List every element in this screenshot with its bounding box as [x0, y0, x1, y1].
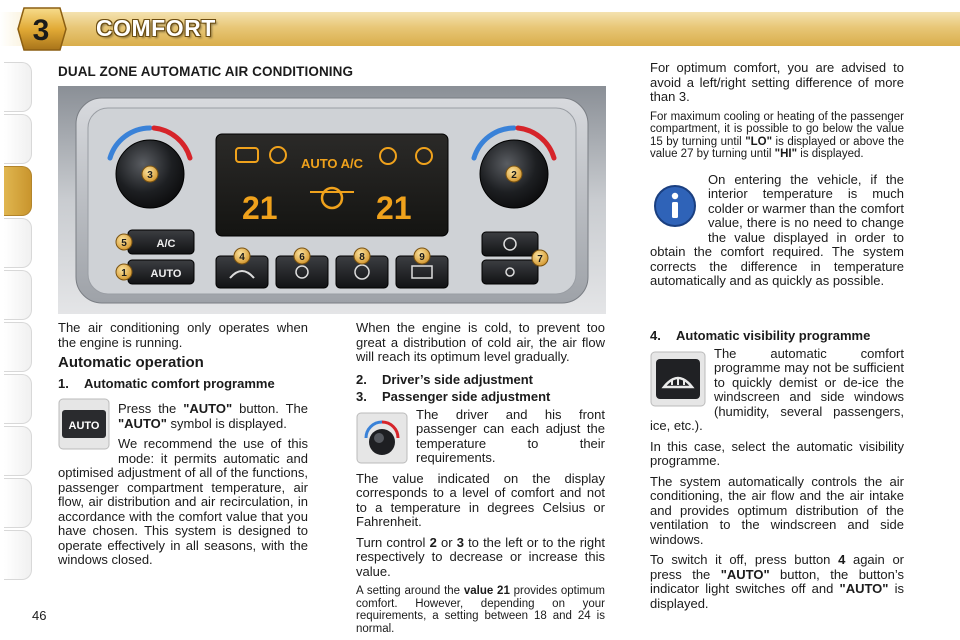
recommend-text: We recommend the use of this mode: it permits automatic and optimised adjustment of all of the functions, passenger compartment temperature, air flow, air distribution and air recirculation, in accordance with the comfort value that you have chosen. This system is designed to operate effectively in all seasons, with the windows closed.	[58, 436, 308, 567]
intro-text: The air conditioning only operates when the engine is running.	[58, 320, 308, 350]
entering-vehicle-text: On entering the vehicle, if the interior temperature is much colder or warmer than the comfort value, there is no need to change the value displayed in order to obtain the comfort required. The system corrects the difference in temperature automatically and as quickly as possible.	[650, 171, 904, 288]
item-3-number: 3.	[356, 389, 367, 404]
display-auto-ac: AUTO A/C	[300, 156, 364, 171]
ac-button-label: A/C	[156, 238, 176, 250]
side-tab[interactable]	[4, 478, 32, 528]
side-tab[interactable]	[4, 426, 32, 476]
side-tab[interactable]	[4, 374, 32, 424]
column-left	[58, 321, 308, 574]
column-middle	[356, 321, 605, 640]
side-tab[interactable]	[4, 62, 32, 112]
control-panel-illustration	[58, 86, 606, 314]
callout-5-label: 5	[121, 238, 127, 249]
switch-off-text: To switch it off, press button 4 again or press the "AUTO" button, the button’s indicator light switches off and "AUTO" is displayed.	[650, 552, 904, 611]
automatic-operation-heading: Automatic operation	[58, 354, 204, 371]
value-text: The value indicated on the display corresponds to a level of comfort and not to a temperature in degrees Celsius or Fahrenheit.	[356, 470, 605, 529]
auto-button-icon	[58, 398, 110, 450]
callout-4-label: 4	[239, 252, 245, 263]
callout-9-label: 9	[419, 252, 425, 263]
visibility-text: The automatic comfort programme may not be sufficient to quickly demist or de-ice the windscreen and side windows (humidity, several passengers, ice, etc.).	[650, 345, 904, 433]
column-right-bottom	[650, 329, 904, 617]
display-right-temp: 21	[376, 190, 412, 226]
temperature-knob-icon	[356, 412, 408, 464]
callout-8-label: 8	[359, 252, 365, 263]
item-4-number: 4.	[650, 328, 661, 343]
side-tab[interactable]	[4, 530, 32, 580]
cold-engine-text: When the engine is cold, to prevent too great a distribution of cold air, the air flow will reach its optimum level gradually.	[356, 320, 605, 364]
info-icon	[650, 181, 700, 231]
item-2-number: 2.	[356, 371, 367, 387]
page-number: 46	[32, 608, 47, 623]
column-right-top	[650, 61, 904, 295]
chapter-side-tabs	[0, 58, 36, 588]
item-4-heading	[650, 329, 904, 344]
chapter-title: COMFORT	[96, 15, 216, 41]
setting-text: A setting around the value 21 provides optimum comfort. However, depending on your requirements, a setting between 18 and 24 is normal.	[356, 585, 605, 635]
side-tab[interactable]	[4, 218, 32, 268]
auto-icon-label: AUTO	[68, 420, 100, 432]
side-tab-active[interactable]	[4, 166, 32, 216]
item-3-title: Passenger side adjustment	[382, 389, 551, 404]
auto-button-label: AUTO	[150, 268, 182, 280]
callout-7-label: 7	[537, 254, 543, 265]
item-4-title: Automatic visibility programme	[676, 328, 871, 343]
item-3-heading	[356, 390, 605, 405]
visibility-programme-icon	[650, 351, 706, 407]
callout-6-label: 6	[299, 252, 305, 263]
item-1-number: 1.	[58, 375, 69, 391]
item-2-heading	[356, 373, 605, 388]
optimum-comfort-text: For optimum comfort, you are advised to avoid a left/right setting difference of more than 3.	[650, 60, 904, 104]
side-tab[interactable]	[4, 114, 32, 164]
adjust-text: The driver and his front passenger can each adjust the temperature to their requirements.	[416, 406, 605, 465]
page-header	[0, 0, 960, 58]
chapter-number: 3	[32, 14, 50, 47]
callout-3-label: 3	[147, 170, 153, 181]
fan-increase-button[interactable]	[482, 232, 538, 256]
system-controls-text: The system automatically controls the air conditioning, the air flow and the air intake and provides optimum distribution of the ventilation to the windscreen and side windows.	[650, 473, 904, 547]
select-programme-text: In this case, select the automatic visibility programme.	[650, 438, 904, 468]
item-1-title: Automatic comfort programme	[84, 375, 275, 391]
max-cooling-text: For maximum cooling or heating of the passenger compartment, it is possible to go below the value 15 by turning until "LO" is displayed or above the value 27 by turning until "HI" is displayed.	[650, 110, 904, 160]
section-title: DUAL ZONE AUTOMATIC AIR CONDITIONING	[58, 64, 354, 79]
callout-2-label: 2	[511, 170, 517, 181]
item-2-title: Driver’s side adjustment	[382, 371, 533, 387]
press-auto-text: Press the "AUTO" button. The "AUTO" symbol is displayed.	[118, 401, 308, 431]
callout-1-label: 1	[121, 268, 127, 279]
item-1-heading	[58, 377, 308, 392]
side-tab[interactable]	[4, 270, 32, 320]
side-tab[interactable]	[4, 322, 32, 372]
chapter-badge-icon	[14, 6, 68, 52]
fan-decrease-button[interactable]	[482, 260, 538, 284]
turn-control-text: Turn control 2 or 3 to the left or to the right respectively to decrease or increase this value.	[356, 534, 605, 579]
display-left-temp: 21	[242, 190, 278, 226]
